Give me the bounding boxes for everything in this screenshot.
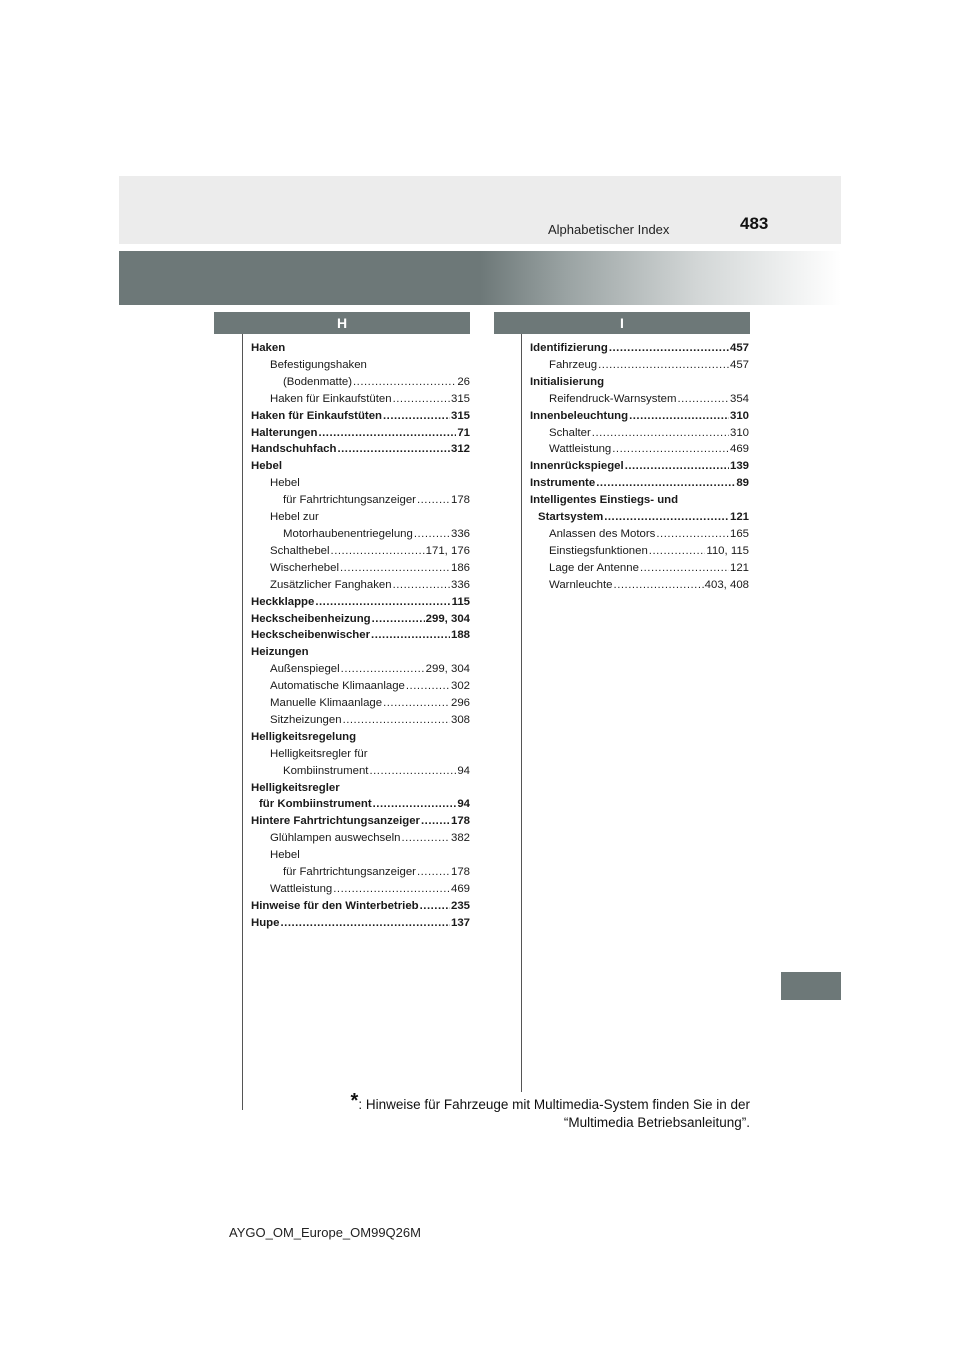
dot-leader	[604, 509, 729, 526]
chapter-tab	[781, 972, 841, 1000]
dot-leader	[280, 915, 450, 932]
index-entry-page: 315	[450, 392, 470, 405]
index-entry	[530, 509, 749, 526]
dot-leader	[341, 661, 425, 678]
index-entry-page: 310	[729, 409, 749, 422]
dot-leader	[421, 813, 450, 830]
index-entry-term: Identifizierung	[530, 342, 608, 354]
dot-leader	[614, 577, 704, 594]
index-entry	[251, 729, 470, 746]
index-entry	[251, 695, 470, 712]
index-entry	[530, 577, 749, 594]
index-entry	[530, 408, 749, 425]
index-entry	[530, 391, 749, 408]
index-entry-term: Hebel zur	[270, 511, 319, 524]
footnote	[300, 1090, 750, 1132]
index-entry	[530, 374, 749, 391]
index-entry-term: Instrumente	[530, 477, 596, 490]
index-entry	[251, 475, 470, 492]
index-entry	[530, 425, 749, 442]
index-entry-page: 139	[729, 460, 749, 473]
dot-leader	[625, 458, 729, 475]
dot-leader	[369, 763, 456, 780]
index-entry-term: Schalter	[549, 426, 591, 439]
index-entry-term: Haken für Einkaufstüten	[251, 409, 383, 422]
index-entry-page: 457	[729, 342, 749, 354]
page-number: 483	[740, 214, 769, 233]
index-entry	[251, 898, 470, 915]
index-entry-term: für Fahrtrichtungsanzeiger	[283, 494, 416, 507]
index-entry	[251, 374, 470, 391]
index-entry-term: Intelligentes Einstiegs- und	[530, 494, 679, 507]
decorative-band	[119, 251, 841, 305]
index-entry-page: 336	[450, 527, 470, 540]
index-entry-term: Heckscheibenwischer	[251, 629, 371, 642]
dot-leader	[401, 830, 450, 847]
index-entry-term: Einstiegsfunktionen	[549, 544, 648, 557]
dot-leader	[609, 340, 729, 357]
index-entry-page: 469	[450, 883, 470, 895]
index-entry-page: 186	[450, 561, 470, 574]
index-entry	[530, 357, 749, 374]
index-entry-term: Zusätzlicher Fanghaken	[270, 578, 392, 591]
index-entry-page: 89	[736, 477, 749, 490]
index-entry	[251, 847, 470, 864]
index-entry-page: 469	[729, 443, 749, 456]
index-entry-term: für Kombiinstrument	[259, 798, 372, 811]
index-entry	[251, 830, 470, 847]
index-entry-term: Warnleuchte	[549, 578, 613, 591]
index-entry-page: 178	[450, 815, 470, 828]
index-entry	[251, 881, 470, 898]
dot-leader	[343, 712, 450, 729]
index-entry	[530, 526, 749, 543]
index-entry-term: Anlassen des Motors	[549, 527, 656, 540]
index-entry	[251, 661, 470, 678]
dot-leader	[333, 881, 450, 898]
dot-leader	[656, 526, 729, 543]
dot-leader	[598, 357, 729, 374]
index-entry-page: 178	[450, 494, 470, 507]
index-entry-page: 71	[457, 426, 470, 439]
index-entry-term: Haken für Einkaufstüten	[270, 392, 392, 405]
index-entry	[251, 780, 470, 797]
index-entry-term: Hinweise für den Winterbetrieb	[251, 899, 419, 912]
index-entry-page: 121	[729, 561, 749, 574]
index-entry-page: 178	[450, 866, 470, 879]
index-entry-page: 171, 176	[425, 544, 470, 557]
document-id: AYGO_OM_Europe_OM99Q26M	[229, 1225, 421, 1240]
index-entry	[251, 509, 470, 526]
index-entry	[251, 526, 470, 543]
index-entry	[251, 340, 470, 357]
index-entry-page: 403, 408	[704, 578, 749, 591]
index-entry-term: Hebel	[251, 460, 283, 473]
index-entry-term: Befestigungshaken	[270, 358, 367, 371]
dot-leader	[420, 898, 450, 915]
index-entry	[251, 915, 470, 932]
dot-leader	[372, 611, 425, 628]
index-entry-term: Glühlampen auswechseln	[270, 832, 401, 845]
dot-leader	[640, 560, 729, 577]
dot-leader	[596, 475, 735, 492]
index-entry-term: Startsystem	[538, 511, 604, 524]
index-entry-term: Heckklappe	[251, 595, 315, 608]
dot-leader	[406, 678, 450, 695]
index-entry	[251, 441, 470, 458]
index-entry-page: 308	[450, 713, 470, 726]
index-entry-term: Haken	[251, 342, 286, 354]
index-entry	[251, 763, 470, 780]
index-entry-term: Lage der Antenne	[549, 561, 639, 574]
index-entry	[251, 543, 470, 560]
column-header-h: H	[214, 312, 470, 334]
index-entry	[251, 425, 470, 442]
index-entry-term: Innenrückspiegel	[530, 460, 624, 473]
index-entry	[251, 577, 470, 594]
dot-leader	[318, 425, 456, 442]
index-entry	[251, 813, 470, 830]
index-entry-page: 312	[450, 443, 470, 456]
index-entry-term: Motorhaubenentriegelung	[283, 527, 413, 540]
index-entry-term: Außenspiegel	[270, 663, 340, 676]
index-entry	[251, 712, 470, 729]
column-divider-middle	[521, 334, 522, 1092]
index-entry	[251, 357, 470, 374]
index-entry-page: 302	[450, 680, 470, 693]
dot-leader	[592, 425, 729, 442]
dot-leader	[340, 560, 450, 577]
index-entry-page: 299, 304	[425, 612, 470, 625]
index-entry-page: 115	[451, 595, 470, 608]
index-entry	[251, 560, 470, 577]
index-entry	[251, 408, 470, 425]
index-entry-page: 299, 304	[425, 663, 470, 676]
dot-leader	[629, 408, 729, 425]
index-entry-page: 235	[450, 899, 470, 912]
index-entry	[251, 796, 470, 813]
index-entry	[251, 594, 470, 611]
index-entry-term: Reifendruck-Warnsystem	[549, 392, 677, 405]
index-entry	[251, 644, 470, 661]
dot-leader	[393, 391, 450, 408]
index-entry	[530, 458, 749, 475]
index-entry	[251, 746, 470, 763]
index-entry-page: 457	[729, 358, 749, 371]
index-entry	[251, 492, 470, 509]
index-entry-page: 354	[729, 392, 749, 405]
index-entry-term: Innenbeleuchtung	[530, 409, 629, 422]
index-entry-term: Halterungen	[251, 426, 318, 439]
index-entry-term: Handschuhfach	[251, 443, 337, 456]
index-entry	[251, 458, 470, 475]
index-entry-page: 110, 115	[706, 544, 749, 557]
index-entry-term: Kombiinstrument	[283, 764, 369, 777]
index-entry-page: 94	[457, 798, 470, 811]
index-entry-page: 137	[450, 916, 470, 929]
index-column-h	[251, 340, 470, 932]
dot-leader	[373, 796, 457, 813]
index-entry	[530, 340, 749, 357]
dot-leader	[414, 526, 450, 543]
dot-leader	[677, 391, 729, 408]
dot-leader	[417, 864, 450, 881]
index-entry-term: Helligkeitsregelung	[251, 730, 357, 743]
index-entry-page: 310	[729, 426, 749, 439]
index-entry-term: Heckscheibenheizung	[251, 612, 371, 625]
dot-leader	[417, 492, 450, 509]
index-entry-page: 165	[729, 527, 749, 540]
index-entry-term: Wischerhebel	[270, 561, 340, 574]
index-entry-term: Hebel	[270, 477, 300, 490]
dot-leader	[393, 577, 450, 594]
index-entry-term: Hupe	[251, 916, 280, 929]
index-entry-term: Sitzheizungen	[270, 713, 342, 726]
dot-leader	[337, 441, 450, 458]
index-column-i	[530, 340, 749, 594]
index-entry-term: Schalthebel	[270, 544, 330, 557]
dot-leader	[383, 695, 450, 712]
index-entry-page: 296	[450, 697, 470, 710]
index-entry	[530, 560, 749, 577]
dot-leader	[612, 441, 729, 458]
index-entry-page: 26	[457, 375, 470, 388]
index-entry-term: Hintere Fahrtrichtungsanzeiger	[251, 815, 420, 828]
dot-leader	[331, 543, 425, 560]
dot-leader	[649, 543, 706, 560]
dot-leader	[383, 408, 450, 425]
index-entry-term: Hebel	[270, 849, 300, 862]
index-entry-term: Helligkeitsregler	[251, 781, 340, 794]
index-entry-term: Wattleistung	[270, 883, 333, 895]
footnote-line-2: “Multimedia Betriebsanleitung”.	[563, 1115, 750, 1130]
dot-leader	[353, 374, 456, 391]
index-entry	[251, 611, 470, 628]
index-entry-term: Wattleistung	[549, 443, 612, 456]
index-entry-term: Manuelle Klimaanlage	[270, 697, 383, 710]
index-entry-page: 121	[729, 511, 749, 524]
index-entry-term: Helligkeitsregler für	[270, 747, 368, 760]
index-entry-page: 382	[450, 832, 470, 845]
column-divider-left	[242, 334, 243, 1110]
index-entry-term: Initialisierung	[530, 375, 605, 388]
index-entry	[251, 864, 470, 881]
dot-leader	[371, 627, 450, 644]
footnote-line-1: : Hinweise für Fahrzeuge mit Multimedia-System finden Sie in der	[358, 1097, 750, 1112]
index-entry	[530, 475, 749, 492]
column-header-i: I	[494, 312, 750, 334]
index-entry-term: Fahrzeug	[549, 358, 598, 371]
header-bar	[119, 176, 841, 244]
index-entry	[530, 543, 749, 560]
index-entry-term: für Fahrtrichtungsanzeiger	[283, 866, 416, 879]
index-entry	[251, 678, 470, 695]
section-title: Alphabetischer Index	[548, 222, 670, 237]
index-entry-page: 94	[457, 764, 470, 777]
index-entry	[530, 492, 749, 509]
index-entry-page: 315	[450, 409, 470, 422]
index-entry-page: 188	[450, 629, 470, 642]
index-entry	[251, 627, 470, 644]
index-entry-term: (Bodenmatte)	[283, 375, 353, 388]
index-entry-term: Heizungen	[251, 646, 309, 659]
dot-leader	[315, 594, 450, 611]
footnote-marker: *	[350, 1090, 359, 1112]
index-entry	[530, 441, 749, 458]
index-entry-page: 336	[450, 578, 470, 591]
index-entry	[251, 391, 470, 408]
index-entry-term: Automatische Klimaanlage	[270, 680, 405, 693]
